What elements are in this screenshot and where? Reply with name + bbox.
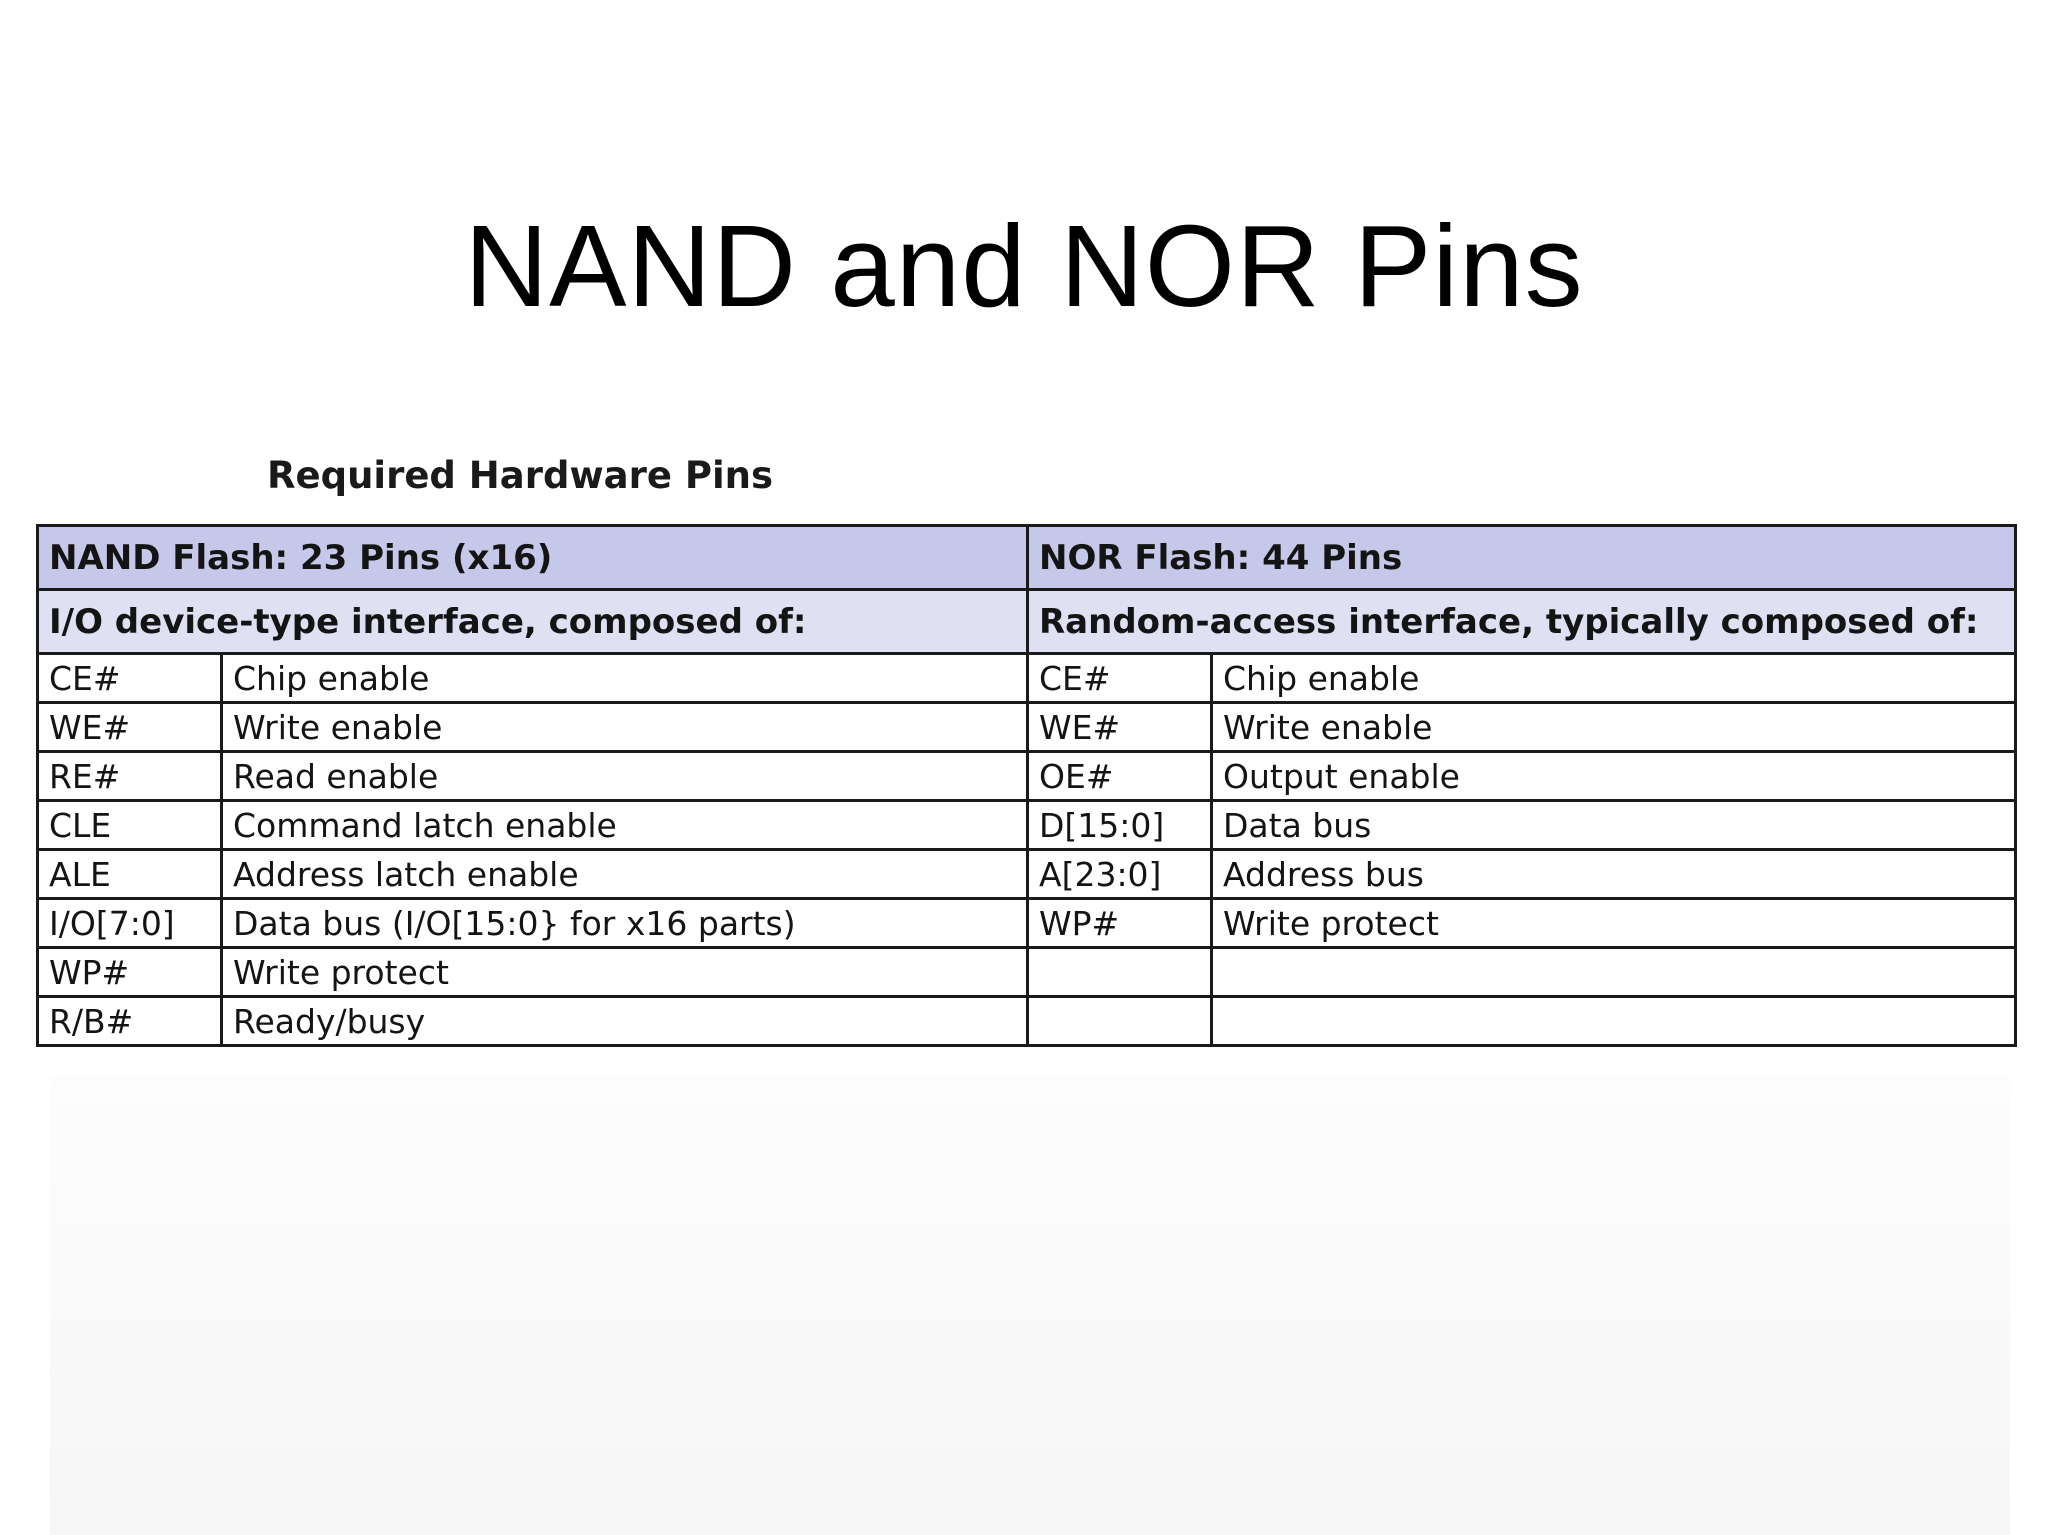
table-row (38, 752, 2016, 801)
nor-pin-name: D[15:0] (1028, 801, 1212, 850)
table-row (38, 801, 2016, 850)
nand-pin-description: Address latch enable (222, 850, 1028, 899)
nand-pin-name: WP# (38, 948, 222, 997)
nand-pin-name: CE# (38, 654, 222, 703)
hardware-pins-table (36, 524, 2017, 1047)
nand-pin-description: Read enable (222, 752, 1028, 801)
nor-pin-description: Output enable (1212, 752, 2016, 801)
table-row (38, 654, 2016, 703)
table-row (38, 948, 2016, 997)
nand-pin-description: Command latch enable (222, 801, 1028, 850)
slide-background-shade (50, 1075, 2010, 1535)
table-row (38, 850, 2016, 899)
nor-pin-name: WE# (1028, 703, 1212, 752)
nor-pin-description (1212, 997, 2016, 1046)
nand-pin-description: Write enable (222, 703, 1028, 752)
table-row (38, 899, 2016, 948)
nand-heading: NAND Flash: 23 Pins (x16) (38, 526, 1028, 590)
nor-pin-description: Address bus (1212, 850, 2016, 899)
slide-title: NAND and NOR Pins (464, 200, 1584, 331)
table-row (38, 703, 2016, 752)
table-subheader-row (38, 590, 2016, 654)
nor-pin-description: Chip enable (1212, 654, 2016, 703)
nor-pin-description: Write enable (1212, 703, 2016, 752)
nand-pin-name: R/B# (38, 997, 222, 1046)
nor-pin-name: WP# (1028, 899, 1212, 948)
nor-heading: NOR Flash: 44 Pins (1028, 526, 2016, 590)
nor-pin-description (1212, 948, 2016, 997)
nand-pin-description: Data bus (I/O[15:0} for x16 parts) (222, 899, 1028, 948)
nand-pin-description: Write protect (222, 948, 1028, 997)
nor-pin-description: Data bus (1212, 801, 2016, 850)
nand-pin-name: I/O[7:0] (38, 899, 222, 948)
nor-pin-name: CE# (1028, 654, 1212, 703)
nor-pin-name: A[23:0] (1028, 850, 1212, 899)
table-header-row (38, 526, 2016, 590)
nand-pin-name: ALE (38, 850, 222, 899)
nand-pin-description: Ready/busy (222, 997, 1028, 1046)
nand-pin-name: RE# (38, 752, 222, 801)
nand-pin-name: WE# (38, 703, 222, 752)
nor-pin-name (1028, 948, 1212, 997)
nand-subheading: I/O device-type interface, composed of: (38, 590, 1028, 654)
figure-caption: Required Hardware Pins (267, 454, 774, 497)
nor-pin-name: OE# (1028, 752, 1212, 801)
nor-pin-name (1028, 997, 1212, 1046)
nor-pin-description: Write protect (1212, 899, 2016, 948)
nand-pin-description: Chip enable (222, 654, 1028, 703)
nand-pin-name: CLE (38, 801, 222, 850)
table-row (38, 997, 2016, 1046)
nor-subheading: Random-access interface, typically composed of: (1028, 590, 2016, 654)
